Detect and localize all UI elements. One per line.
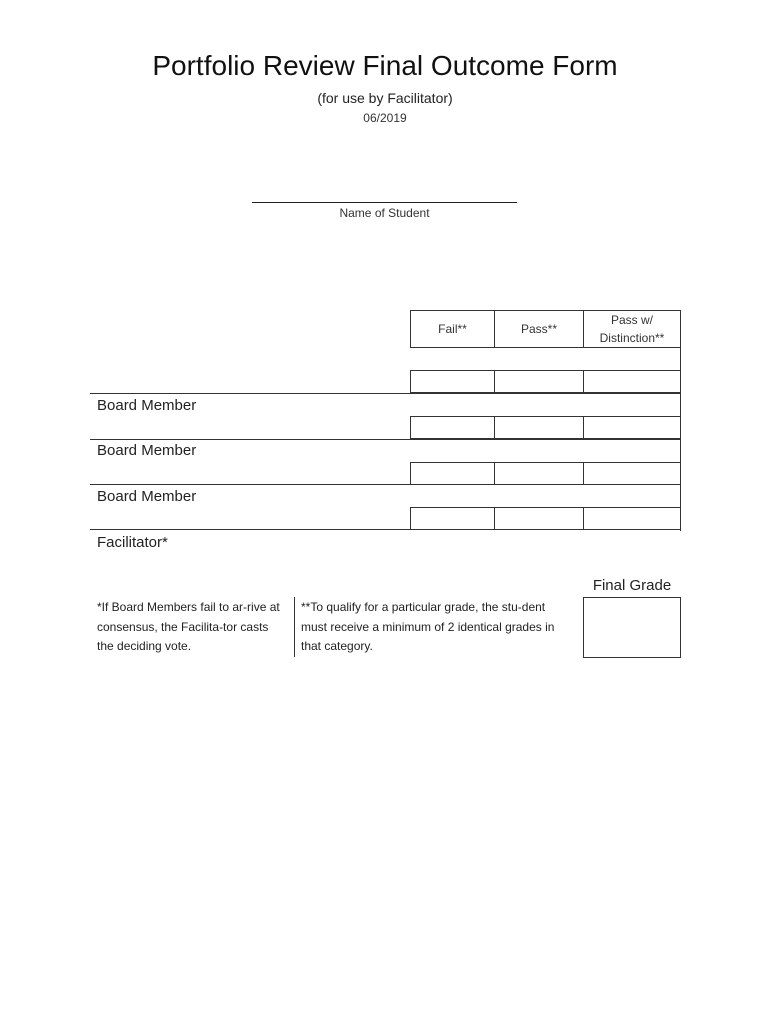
facilitator-footnote: *If Board Members fail to ar-rive at consensus, the Facilita-tor casts the deciding vote.	[97, 600, 280, 653]
checkbox-pass-distinction[interactable]	[583, 370, 681, 393]
final-grade-label: Final Grade	[592, 577, 672, 594]
checkbox-fail[interactable]	[410, 370, 495, 393]
header-pass-distinction	[583, 310, 681, 348]
form-subtitle: (for use by Facilitator)	[317, 90, 453, 106]
row-divider	[90, 484, 681, 485]
form-date: 06/2019	[363, 111, 407, 125]
checkbox-fail[interactable]	[410, 507, 495, 530]
grade-footnote: **To qualify for a particular grade, the stu-dent must receive a minimum of 2 identical grades in that category.	[301, 600, 555, 653]
checkbox-pass[interactable]	[494, 370, 584, 393]
row-role-label: Board Member	[97, 397, 197, 414]
header-pass	[494, 310, 584, 348]
row-divider	[90, 393, 681, 394]
row-role-label: Facilitator*	[97, 534, 168, 551]
checkbox-pass[interactable]	[494, 416, 584, 439]
checkbox-fail[interactable]	[410, 416, 495, 439]
student-name-label: Name of Student	[339, 206, 430, 220]
checkbox-pass-distinction[interactable]	[583, 416, 681, 439]
checkbox-pass[interactable]	[494, 507, 584, 530]
checkbox-fail[interactable]	[410, 462, 495, 485]
checkbox-pass-distinction[interactable]	[583, 507, 681, 530]
row-divider	[90, 439, 681, 440]
final-grade-box[interactable]	[583, 597, 681, 658]
header-pass-distinction-label: Pass w/ Distinction**	[599, 313, 665, 345]
footnote-divider	[294, 597, 295, 657]
row-role-label: Board Member	[97, 442, 197, 459]
header-fail-label: Fail**	[438, 322, 467, 336]
row-divider	[90, 529, 681, 530]
header-pass-label: Pass**	[520, 322, 558, 336]
form-title: Portfolio Review Final Outcome Form	[152, 50, 618, 81]
header-fail	[410, 310, 495, 348]
checkbox-pass-distinction[interactable]	[583, 462, 681, 485]
checkbox-pass[interactable]	[494, 462, 584, 485]
row-role-label: Board Member	[97, 488, 197, 505]
student-name-line[interactable]	[252, 202, 517, 203]
